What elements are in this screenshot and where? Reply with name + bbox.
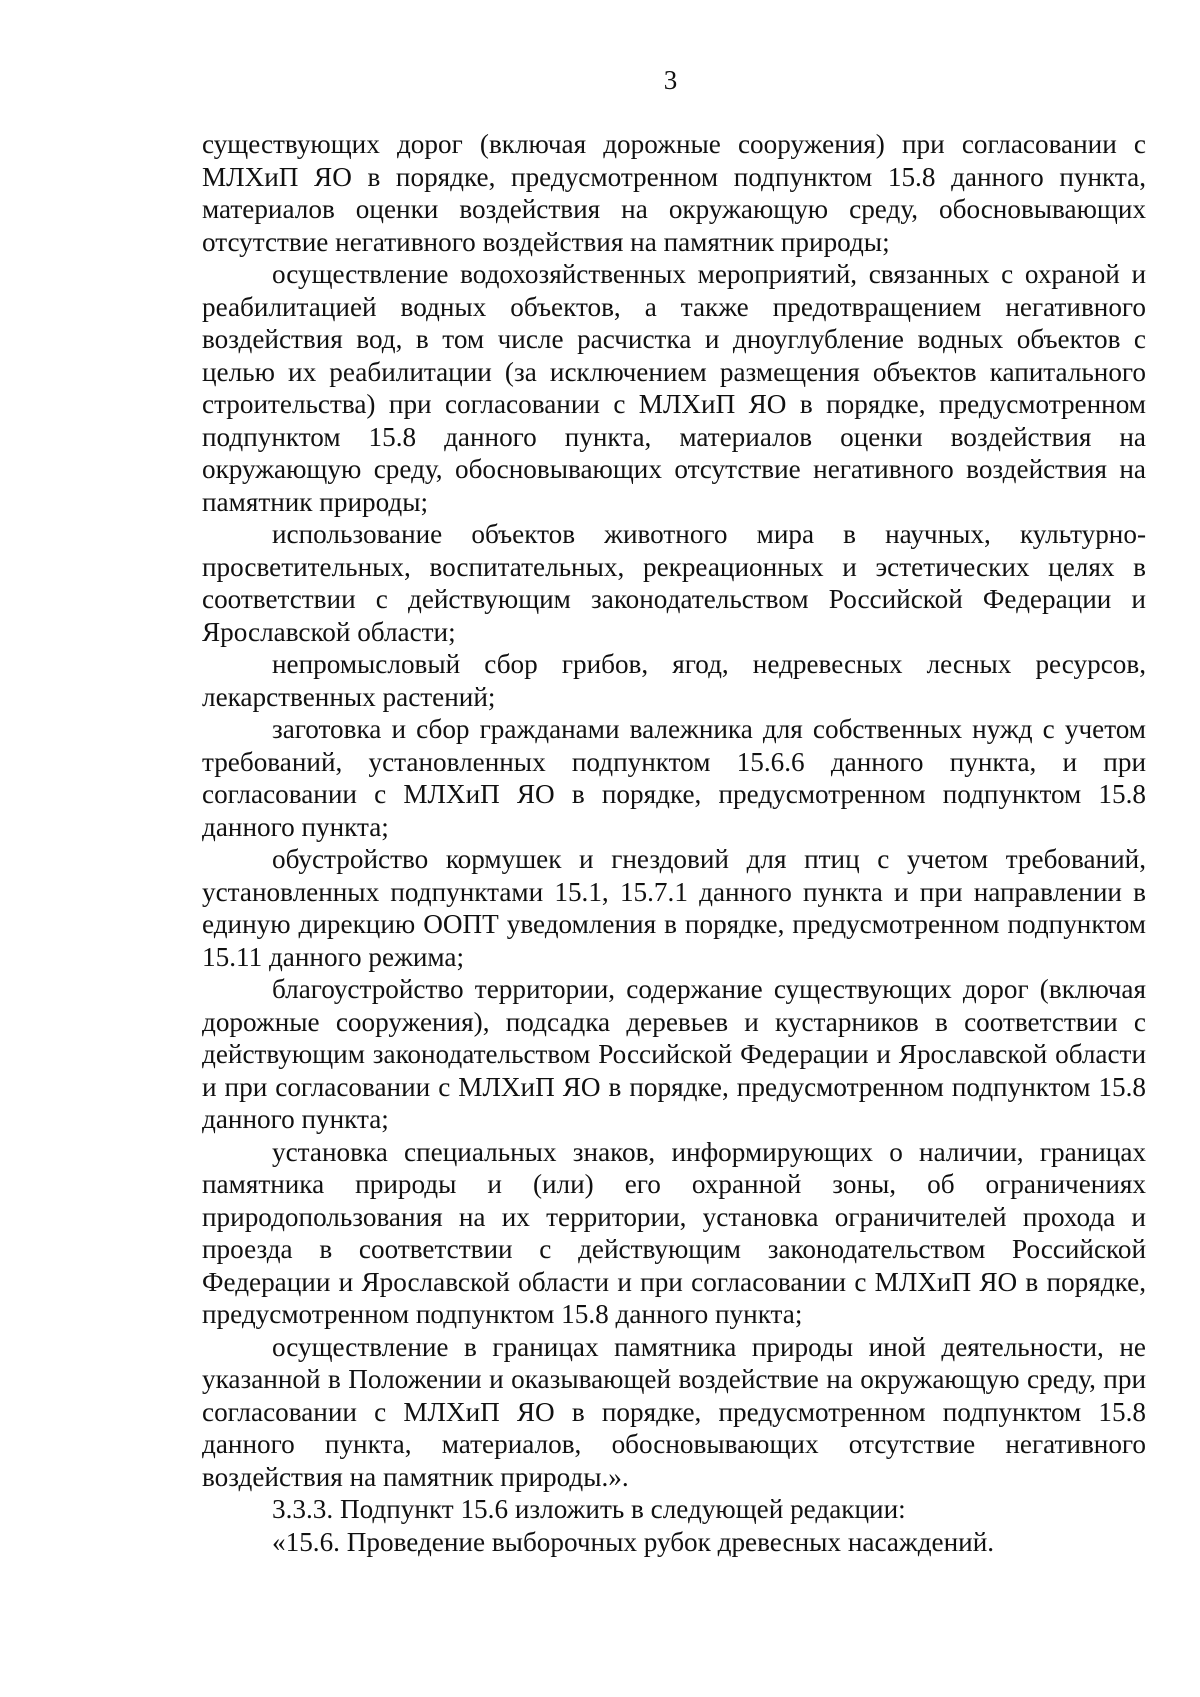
paragraph-amendment-instruction: 3.3.3. Подпункт 15.6 изложить в следующей редакции: <box>272 1494 906 1524</box>
paragraph-deadwood-collection: заготовка и сбор гражданами валежника для собственных нужд с учетом требований, установленных подпунктом 15.6.6 данного пункта, и при согласовании с МЛХиП ЯО в порядке, предусмотренном подпунктом 15.8 данного пункта; <box>202 714 1146 842</box>
paragraph-selective-felling: «15.6. Проведение выборочных рубок древесных насаждений. <box>272 1526 995 1557</box>
paragraph-non-commercial-gathering: непромысловый сбор грибов, ягод, недревесных лесных ресурсов, лекарственных растений; <box>202 649 1146 712</box>
paragraph-roads-continued: существующих дорог (включая дорожные сооружения) при согласовании с МЛХиП ЯО в порядке, предусмотренном подпунктом 15.8 данного пункта, материалов оценки воздействия на окружающую среду, обосновывающих отсутствие негативного воздействия на памятник природы; <box>202 129 1146 257</box>
paragraph-water-measures: осуществление водохозяйственных мероприятий, связанных с охраной и реабилитацией водных объектов, а также предотвращением негативного воздействия вод, в том числе расчистка и дноуглубление водных объектов с целью их реабилитации (за исключением размещения объектов капитального строительства) при согласовании с МЛХиП ЯО в порядке, предусмотренном подпунктом 15.8 данного пункта, материалов оценки воздействия на окружающую среду, обосновывающих отсутствие негативного воздействия на памятник природы; <box>202 259 1146 517</box>
paragraph-landscaping: благоустройство территории, содержание существующих дорог (включая дорожные сооружения), подсадка деревьев и кустарников в соответствии с действующим законодательством Российской Федерации и Ярославской области и при согласовании с МЛХиП ЯО в порядке, предусмотренном подпунктом 15.8 данного пункта; <box>202 974 1146 1134</box>
document-body <box>202 128 1146 1558</box>
page-number: 3 <box>663 65 678 95</box>
paragraph-other-activity: осуществление в границах памятника природы иной деятельности, не указанной в Положении и оказывающей воздействие на окружающую среду, при согласовании с МЛХиП ЯО в порядке, предусмотренном подпунктом 15.8 данного пункта, материалов, обосновывающих отсутствие негативного воздействия на памятник природы.». <box>202 1331 1146 1492</box>
paragraph-wildlife-use: использование объектов животного мира в научных, культурно-просветительных, воспитательных, рекреационных и эстетических целях в соответствии с действующим законодательством Российской Федерации и Ярославской области; <box>202 519 1146 647</box>
paragraph-signs-installation: установка специальных знаков, информирующих о наличии, границах памятника природы и (или) его охранной зоны, об ограничениях природопользования на их территории, установка ограничителей прохода и проезда в соответствии с действующим законодательством Российской Федерации и Ярославской области и при согласовании с МЛХиП ЯО в порядке, предусмотренном подпунктом 15.8 данного пункта; <box>202 1136 1146 1329</box>
paragraph-bird-feeders: обустройство кормушек и гнездовий для птиц с учетом требований, установленных подпунктами 15.1, 15.7.1 данного пункта и при направлении в единую дирекцию ООПТ уведомления в порядке, предусмотренном подпунктом 15.11 данного режима; <box>202 844 1146 972</box>
